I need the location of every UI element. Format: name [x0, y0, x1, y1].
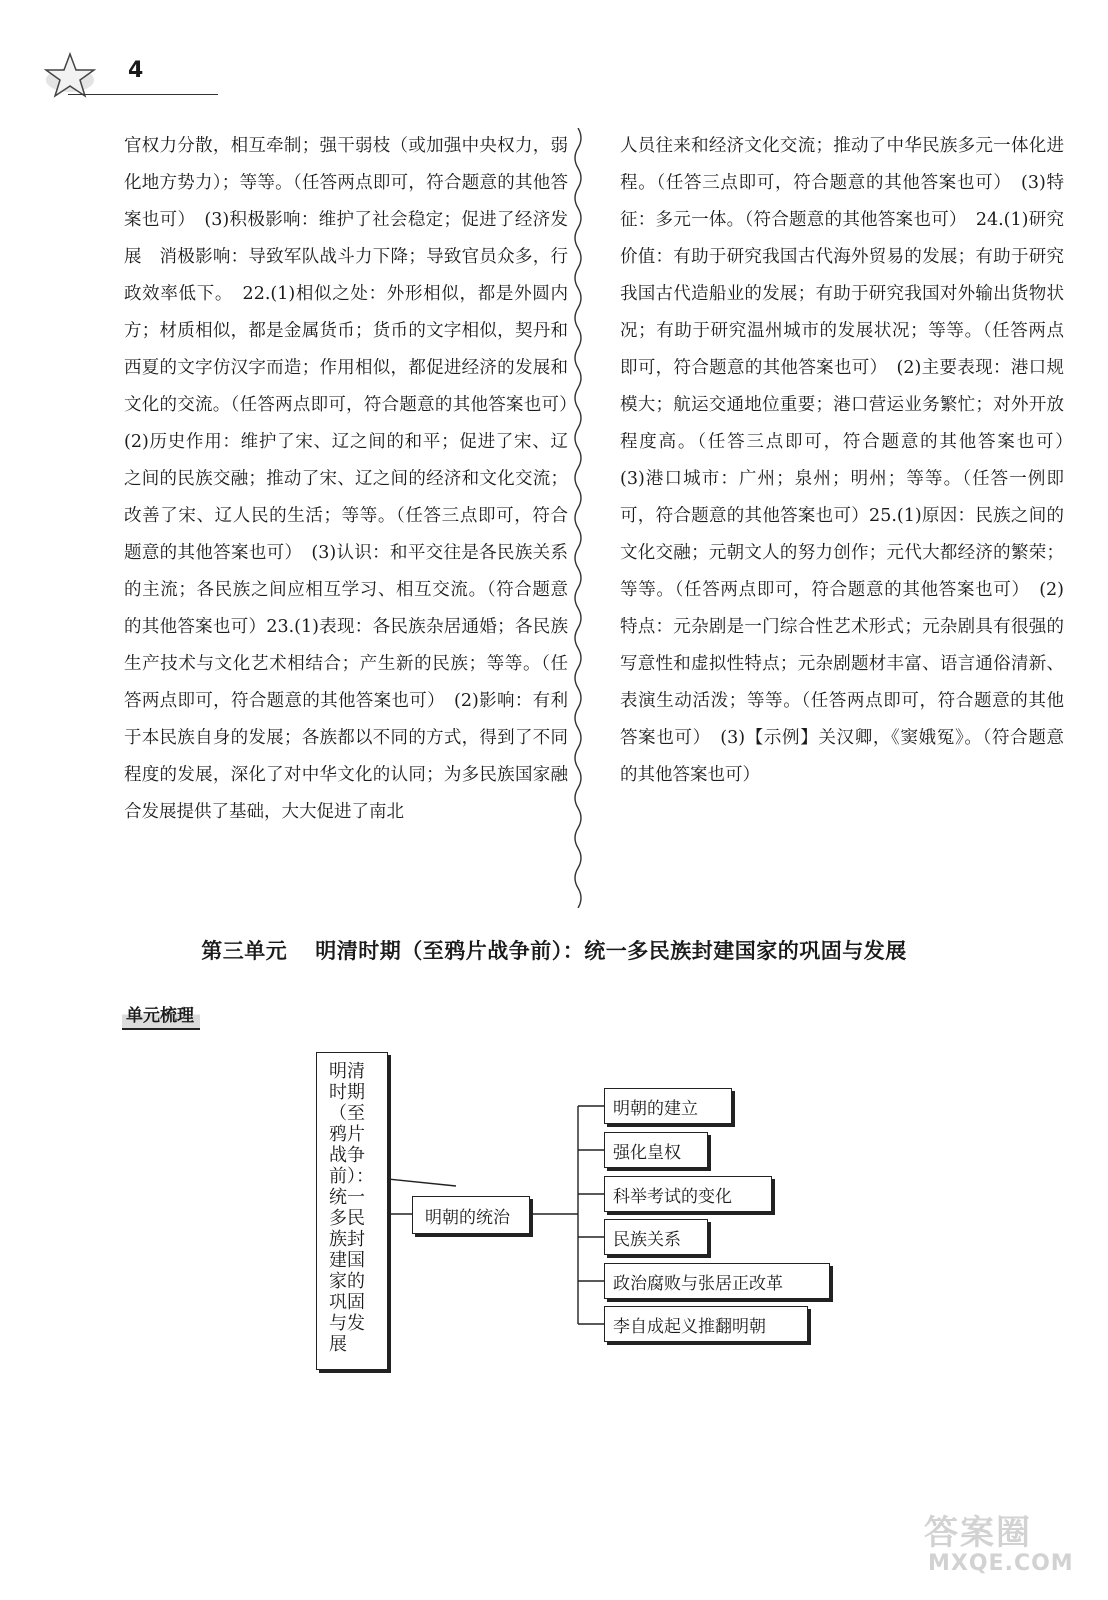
- diagram-leaf-node: 强化皇权: [604, 1132, 708, 1168]
- unit-title: [0, 935, 1108, 965]
- section-label: 单元梳理: [122, 1001, 200, 1030]
- page-number: 4: [128, 58, 144, 83]
- diagram-leaf-node: 科举考试的变化: [604, 1176, 772, 1212]
- unit-number: 第三单元: [201, 939, 288, 963]
- watermark-logo-text: 答案圈: [924, 1513, 1032, 1553]
- diagram-root-node: 明清时期（至鸦片战争前）：统一多民族封建国家的巩固与发展: [316, 1052, 388, 1370]
- diagram-leaf-node: 李自成起义推翻明朝: [604, 1306, 808, 1342]
- header-rule: [68, 94, 218, 95]
- star-icon: [40, 50, 110, 98]
- answer-column-right: [620, 128, 1082, 794]
- answer-text-left: 官权力分散，相互牵制；强干弱枝（或加强中央权力，弱化地方势力）；等等。（任答两点即可，符合题意的其他答案也可） (3)积极影响：维护了社会稳定；促进了经济发展 消极影响：导致军队战斗力下降；导致官员众多，行政效率低下。 22.(1)相似之处：外形相似，都是外圆内方；材质相似，都是金属货币；货币的文字相似，契丹和西夏的文字仿汉字而造；作用相似，都促进经济的发展和文化的交流。（任答两点即可，符合题意的其他答案也可）(2)历史作用：维护了宋、辽之间的和平；促进了宋、辽之间的民族交融；推动了宋、辽之间的经济和文化交流；改善了宋、辽人民的生活；等等。（任答三点即可，符合题意的其他答案也可） (3)认识：和平交往是各民族关系的主流；各民族之间应相互学习、相互交流。（符合题意的其他答案也可）23.(1)表现：各民族杂居通婚；各民族生产技术与文化艺术相结合；产生新的民族；等等。（任答两点即可，符合题意的其他答案也可） (2)影响：有利于本民族自身的发展；各族都以不同的方式，得到了不同程度的发展，深化了对中华文化的认同；为多民族国家融合发展提供了基础，大大促进了南北: [124, 136, 568, 822]
- answer-text-right: 人员往来和经济文化交流；推动了中华民族多元一体化进程。（任答三点即可，符合题意的其他答案也可） (3)特征：多元一体。（符合题意的其他答案也可） 24.(1)研究价值：有助于研究我国古代海外贸易的发展；有助于研究我国古代造船业的发展；有助于研究我国对外输出货物状况；有助于研究温州城市的发展状况；等等。（任答两点即可，符合题意的其他答案也可） (2)主要表现：港口规模大；航运交通地位重要；港口营运业务繁忙；对外开放程度高。（任答三点即可，符合题意的其他答案也可） (3)港口城市：广州；泉州；明州；等等。（任答一例即可，符合题意的其他答案也可）25.(1)原因：民族之间的文化交融；元朝文人的努力创作；元代大都经济的繁荣；等等。（任答两点即可，符合题意的其他答案也可） (2)特点：元杂剧是一门综合性艺术形式；元杂剧具有很强的写意性和虚拟性特点；元杂剧题材丰富、语言通俗清新、表演生动活泼；等等。（任答两点即可，符合题意的其他答案也可） (3)【示例】关汉卿，《窦娥冤》。（符合题意的其他答案也可）: [620, 136, 1082, 785]
- diagram-leaf-node: 民族关系: [604, 1219, 708, 1255]
- page-header: [40, 50, 180, 98]
- watermark: [920, 1505, 1090, 1585]
- watermark-url: MXQE.COM: [928, 1551, 1074, 1576]
- diagram-middle-node: 明朝的统治: [412, 1196, 530, 1234]
- column-divider: [568, 128, 588, 908]
- unit-heading: 明清时期（至鸦片战争前）：统一多民族封建国家的巩固与发展: [315, 939, 907, 963]
- answer-column-left: [124, 128, 568, 831]
- diagram-leaf-node: 明朝的建立: [604, 1088, 732, 1124]
- diagram-leaf-node: 政治腐败与张居正改革: [604, 1263, 830, 1299]
